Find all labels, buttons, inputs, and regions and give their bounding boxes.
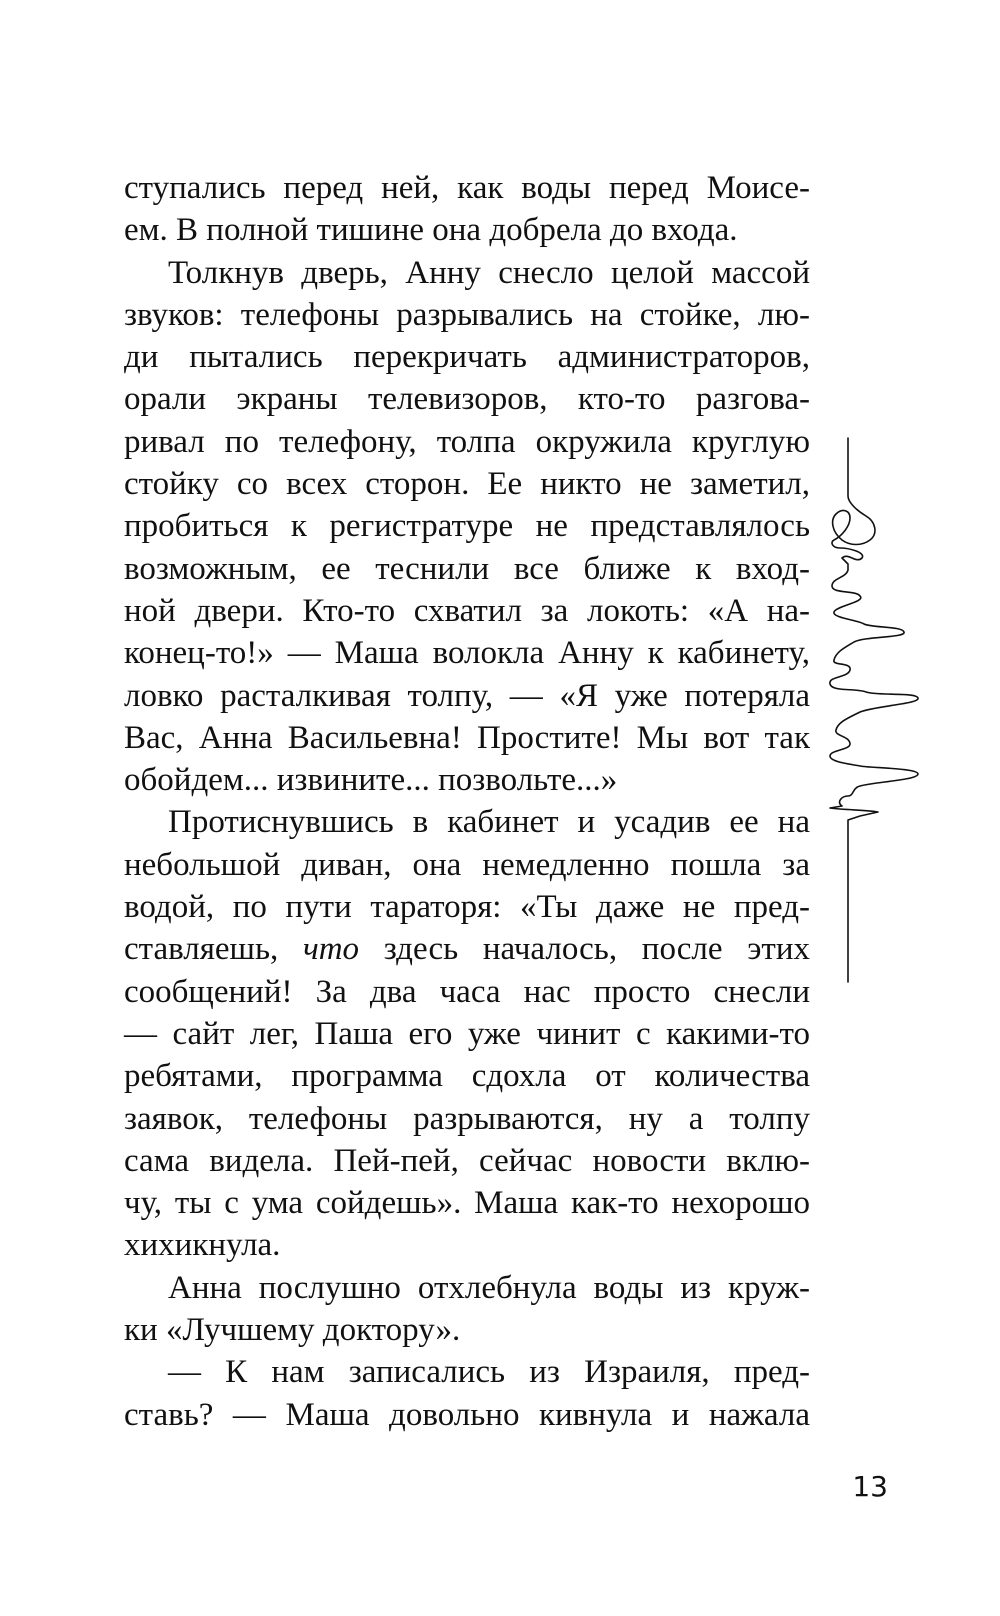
text-line: сообщений! За два часа нас просто снесли	[124, 973, 810, 1010]
text-line: обойдем... извините... позвольте...»	[124, 762, 618, 799]
text-line: чу, ты с ума сойдешь». Маша как-то нехорошо	[124, 1185, 810, 1222]
text-line: — К нам записались из Израиля, пред-	[168, 1354, 810, 1391]
text-line: Анна послушно отхлебнула воды из круж-	[168, 1269, 810, 1306]
text-line: ступались перед ней, как воды перед Моисе-	[124, 170, 810, 206]
text-line: небольшой диван, она немедленно пошла за	[124, 846, 810, 883]
text-line: хихикнула.	[124, 1227, 281, 1264]
italic-emphasis: что	[302, 931, 360, 968]
text-line: орали экраны телевизоров, кто-то разгова-	[124, 381, 810, 418]
text-line: заявок, телефоны разрываются, ну а толпу	[124, 1100, 810, 1137]
text-line: сама видела. Пей-пей, сейчас новости вклю-	[124, 1142, 810, 1179]
text-line: водой, по пути тараторя: «Ты даже не пред-	[124, 889, 810, 926]
text-segment: здесь началось, после этих	[359, 931, 810, 968]
text-line: ставь? — Маша довольно кивнула и нажала	[124, 1396, 810, 1433]
page-number: 13	[852, 1470, 888, 1503]
text-line: возможным, ее теснили все ближе к вход-	[124, 550, 810, 587]
text-line: Толкнув дверь, Анну снесло целой массой	[168, 254, 810, 291]
text-line: стойку со всех сторон. Ее никто не заметил,	[124, 466, 810, 503]
text-line: ки «Лучшему доктору».	[124, 1312, 461, 1349]
heartbeat-line-icon	[826, 430, 926, 990]
text-line: ребятами, программа сдохла от количества	[124, 1058, 810, 1095]
text-line: ривал по телефону, толпа окружила круглую	[124, 423, 810, 460]
text-line: звуков: телефоны разрывались на стойке, лю-	[124, 296, 810, 333]
text-line: Вас, Анна Васильевна! Простите! Мы вот так	[124, 719, 810, 756]
text-line: Протиснувшись в кабинет и усадив ее на	[168, 804, 810, 841]
text-line	[124, 928, 810, 970]
text-line: ной двери. Кто-то схватил за локоть: «А на-	[124, 592, 810, 629]
text-line: ловко расталкивая толпу, — «Я уже потеряла	[124, 677, 810, 714]
text-line: — сайт лег, Паша его уже чинит с какими-то	[124, 1015, 810, 1052]
body-text	[124, 167, 810, 1436]
text-line: пробиться к регистратуре не представлялось	[124, 508, 810, 545]
text-line: конец-то!» — Маша волокла Анну к кабинету,	[124, 635, 810, 672]
text-segment: ставляешь,	[124, 931, 303, 968]
text-line: ди пытались перекричать администраторов,	[124, 339, 810, 376]
text-line: ем. В полной тишине она добрела до входа.	[124, 212, 738, 249]
